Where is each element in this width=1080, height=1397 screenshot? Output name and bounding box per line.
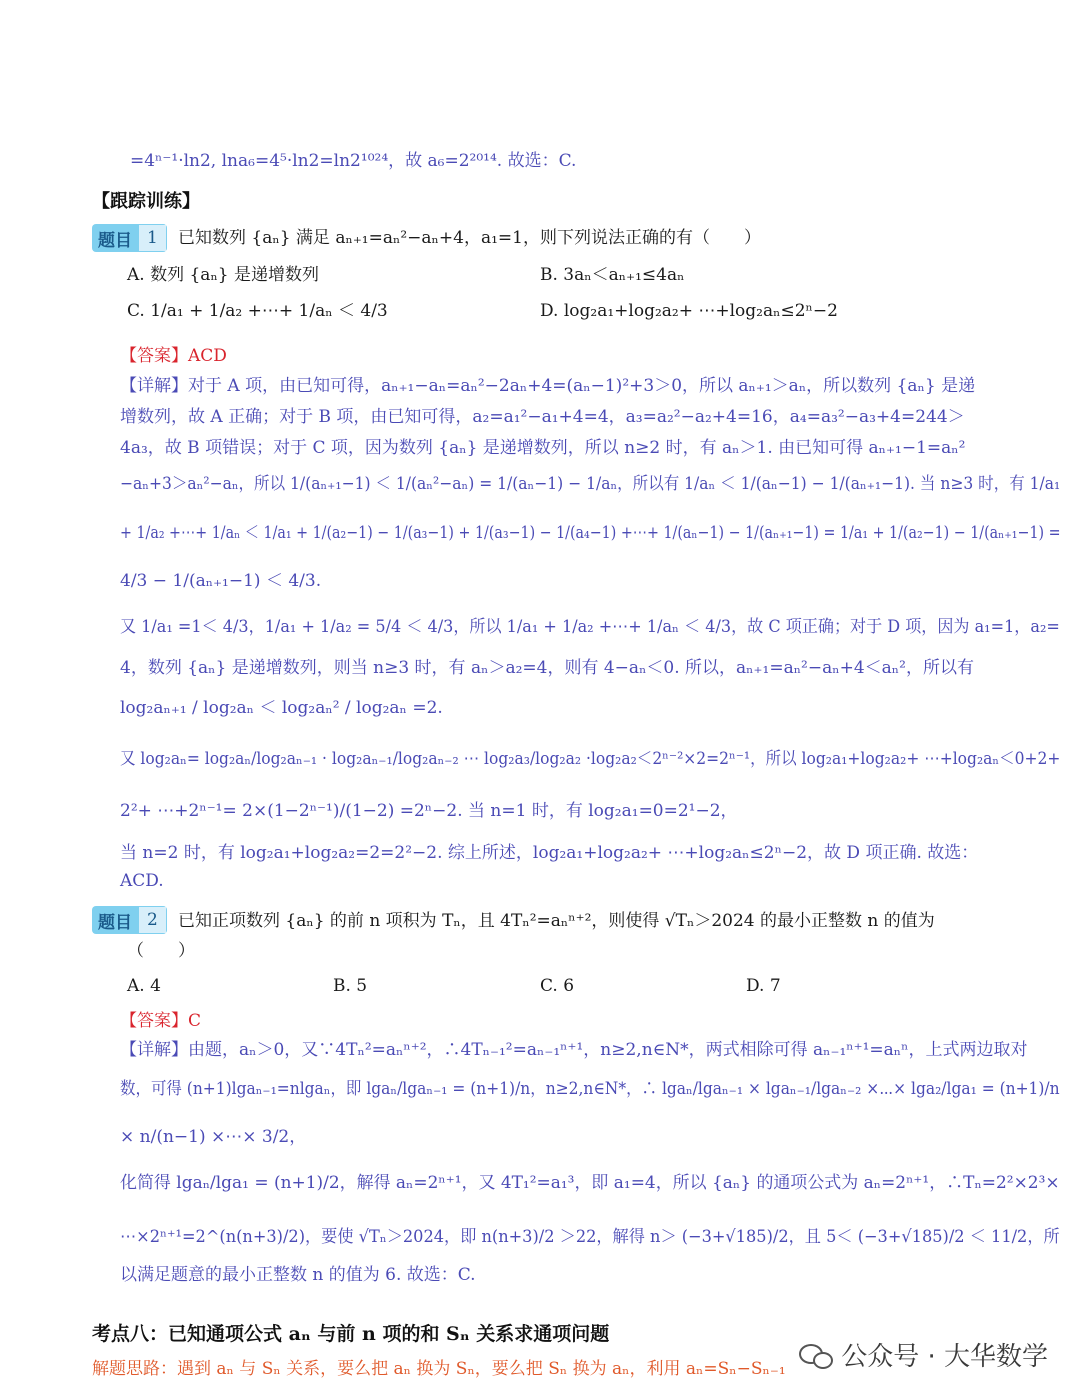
badge-label: 题目 xyxy=(92,224,138,252)
option-c: C. 1/a₁ + 1/a₂ +⋯+ 1/aₙ ＜ 4/3 xyxy=(127,301,388,321)
solution-line: + 1/a₂ +⋯+ 1/aₙ ＜ 1/a₁ + 1/(a₂−1) − 1/(a₃−1) + 1/(a₃−1) − 1/(a₄−1) +⋯+ 1/(aₙ−1) − 1/(aₙ₊₁−1) = 1/a₁ + 1/(a₂−1) − 1/(aₙ₊₁−1) = xyxy=(120,523,1061,543)
solution-line: 以满足题意的最小正整数 n 的值为 6. 故选：C. xyxy=(120,1265,476,1285)
solution-line: 2²+ ⋯+2ⁿ⁻¹= 2×(1−2ⁿ⁻¹)/(1−2) =2ⁿ−2. 当 n=1 时，有 log₂a₁=0=2¹−2， xyxy=(120,801,738,821)
solution-hint: 解题思路：遇到 aₙ 与 Sₙ 关系，要么把 aₙ 换为 Sₙ，要么把 Sₙ 换为 aₙ，利用 aₙ=Sₙ−Sₙ₋₁ xyxy=(92,1359,786,1379)
question-stem: 已知正项数列 {aₙ} 的前 n 项积为 Tₙ，且 4Tₙ²=aₙⁿ⁺²，则使得 √Tₙ＞2024 的最小正整数 n 的值为 xyxy=(178,911,935,931)
solution-line: 4，数列 {aₙ} 是递增数列，则当 n≥3 时，有 aₙ＞a₂=4，则有 4−aₙ＜0. 所以，aₙ₊₁=aₙ²−aₙ+4＜aₙ²，所以有 xyxy=(120,658,974,678)
section-title: 【跟踪训练】 xyxy=(92,191,200,212)
option-d: D. 7 xyxy=(746,976,781,996)
watermark-text: 公众号 · 大华数学 xyxy=(841,1342,1048,1372)
solution-line: 【详解】由题，aₙ＞0，又∵4Tₙ²=aₙⁿ⁺²，∴4Tₙ₋₁²=aₙ₋₁ⁿ⁺¹，n≥2,n∈N*，两式相除可得 aₙ₋₁ⁿ⁺¹=aₙⁿ，上式两边取对 xyxy=(120,1040,1028,1060)
solution-line: 又 1/a₁ =1＜ 4/3，1/a₁ + 1/a₂ = 5/4 ＜ 4/3，所以 1/a₁ + 1/a₂ +⋯+ 1/aₙ ＜ 4/3，故 C 项正确；对于 D 项，因为 a₁=1，a₂= xyxy=(120,617,1060,637)
solution-line: 数，可得 (n+1)lgaₙ₋₁=nlgaₙ，即 lgaₙ/lgaₙ₋₁ = (n+1)/n，n≥2,n∈N*，∴ lgaₙ/lgaₙ₋₁ × lgaₙ₋₁/lgaₙ₋₂ ×⋯× lga₂/lga₁ = (n+1)/n xyxy=(120,1079,1060,1099)
answer-label: 【答案】C xyxy=(120,1011,202,1031)
question-stem: 已知数列 {aₙ} 满足 aₙ₊₁=aₙ²−aₙ+4，a₁=1，则下列说法正确的有（ ） xyxy=(178,228,761,248)
watermark xyxy=(799,1336,1048,1373)
answer-label: 【答案】ACD xyxy=(120,346,227,366)
solution-line: −aₙ+3＞aₙ²−aₙ，所以 1/(aₙ₊₁−1) ＜ 1/(aₙ²−aₙ) = 1/(aₙ−1) − 1/aₙ，所以有 1/aₙ ＜ 1/(aₙ−1) − 1/(aₙ₊₁−1). 当 n≥3 时，有 1/a₁ xyxy=(120,474,1061,494)
option-a: A. 数列 {aₙ} 是递增数列 xyxy=(127,265,320,285)
question-badge-1 xyxy=(92,224,167,252)
option-b: B. 5 xyxy=(333,976,368,996)
solution-line: 化简得 lgaₙ/lga₁ = (n+1)/2，解得 aₙ=2ⁿ⁺¹，又 4T₁²=a₁³，即 a₁=4，所以 {aₙ} 的通项公式为 aₙ=2ⁿ⁺¹，∴Tₙ=2²×2³× xyxy=(120,1173,1060,1193)
question-stem-blank: （ ） xyxy=(127,941,195,961)
option-d: D. log₂a₁+log₂a₂+ ⋯+log₂aₙ≤2ⁿ−2 xyxy=(540,301,838,321)
wechat-icon xyxy=(799,1340,833,1370)
badge-label: 题目 xyxy=(92,906,138,934)
solution-line: 4/3 − 1/(aₙ₊₁−1) ＜ 4/3. xyxy=(120,571,322,591)
solution-line: 【详解】对于 A 项，由已知可得，aₙ₊₁−aₙ=aₙ²−2aₙ+4=(aₙ−1)²+3＞0，所以 aₙ₊₁＞aₙ，所以数列 {aₙ} 是递 xyxy=(120,376,976,396)
solution-line: 当 n=2 时，有 log₂a₁+log₂a₂=2=2²−2. 综上所述，log₂a₁+log₂a₂+ ⋯+log₂aₙ≤2ⁿ−2，故 D 项正确. 故选： xyxy=(120,843,979,863)
badge-number: 2 xyxy=(138,906,167,934)
option-c: C. 6 xyxy=(540,976,575,996)
question-badge-2 xyxy=(92,906,167,934)
solution-line: log₂aₙ₊₁ / log₂aₙ ＜ log₂aₙ² / log₂aₙ =2. xyxy=(120,698,443,718)
solution-line: ⋯×2ⁿ⁺¹=2^(n(n+3)/2)，要使 √Tₙ＞2024，即 n(n+3)/2 ＞22，解得 n＞ (−3+√185)/2，且 5＜ (−3+√185)/2 ＜ 11/2，所 xyxy=(120,1227,1060,1247)
badge-number: 1 xyxy=(138,224,167,252)
prev-solution-tail: =4ⁿ⁻¹·ln2, lna₆=4⁵·ln2=ln2¹⁰²⁴，故 a₆=2²⁰¹⁴. 故选：C. xyxy=(130,151,577,171)
solution-line: 增数列，故 A 正确；对于 B 项，由已知可得，a₂=a₁²−a₁+4=4，a₃=a₂²−a₂+4=16，a₄=a₃²−a₃+4=244＞ xyxy=(120,407,965,427)
solution-line: 又 log₂aₙ= log₂aₙ/log₂aₙ₋₁ · log₂aₙ₋₁/log₂aₙ₋₂ ⋯ log₂a₃/log₂a₂ ·log₂a₂＜2ⁿ⁻²×2=2ⁿ⁻¹，所以 log₂a₁+log₂a₂+ ⋯+log₂aₙ＜0+2+ xyxy=(120,749,1061,769)
solution-line: × n/(n−1) ×⋯× 3/2， xyxy=(120,1127,307,1147)
option-a: A. 4 xyxy=(127,976,161,996)
section-heading: 考点八：已知通项公式 aₙ 与前 n 项的和 Sₙ 关系求通项问题 xyxy=(92,1323,610,1345)
solution-line: ACD. xyxy=(120,871,164,891)
option-b: B. 3aₙ＜aₙ₊₁≤4aₙ xyxy=(540,265,685,285)
solution-line: 4a₃，故 B 项错误；对于 C 项，因为数列 {aₙ} 是递增数列，所以 n≥2 时，有 aₙ＞1. 由已知可得 aₙ₊₁−1=aₙ² xyxy=(120,438,966,458)
